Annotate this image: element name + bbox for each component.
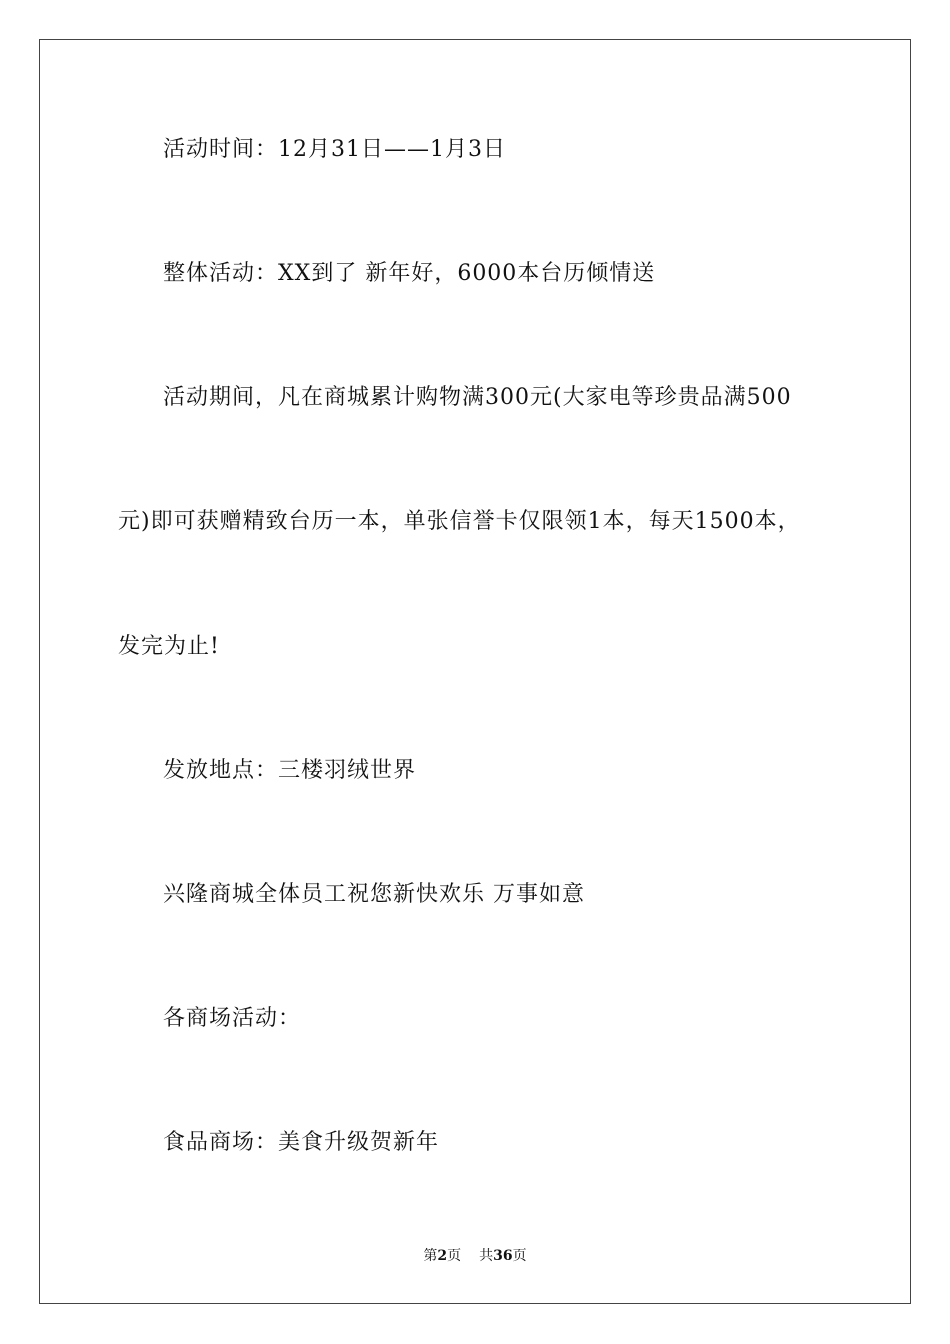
greeting-line: 兴隆商城全体员工祝您新快欢乐 万事如意 [163, 882, 585, 907]
page-number: 2 [437, 1248, 448, 1264]
activity-period-continuation-line: 元)即可获赠精致台历一本，单张信誉卡仅限领1本，每天1500本， [118, 509, 801, 534]
page-suffix: 页 [447, 1248, 462, 1264]
food-department-line: 食品商场：美食升级贺新年 [163, 1130, 440, 1155]
overall-activity-line: 整体活动：XX到了 新年好，6000本台历倾情送 [163, 261, 656, 286]
total-prefix: 共 [479, 1248, 494, 1264]
total-suffix: 页 [512, 1248, 527, 1264]
department-activities-heading: 各商场活动： [163, 1006, 302, 1031]
activity-period-end-line: 发完为止! [118, 634, 220, 659]
total-pages: 36 [493, 1248, 513, 1264]
page-prefix: 第 [423, 1248, 438, 1264]
page-footer [0, 1246, 950, 1266]
activity-time-line: 活动时间：12月31日——1月3日 [163, 137, 506, 162]
activity-period-line: 活动期间，凡在商城累计购物满300元(大家电等珍贵品满500 [163, 385, 792, 410]
page-frame [39, 39, 911, 1304]
distribution-location-line: 发放地点：三楼羽绒世界 [163, 758, 417, 783]
